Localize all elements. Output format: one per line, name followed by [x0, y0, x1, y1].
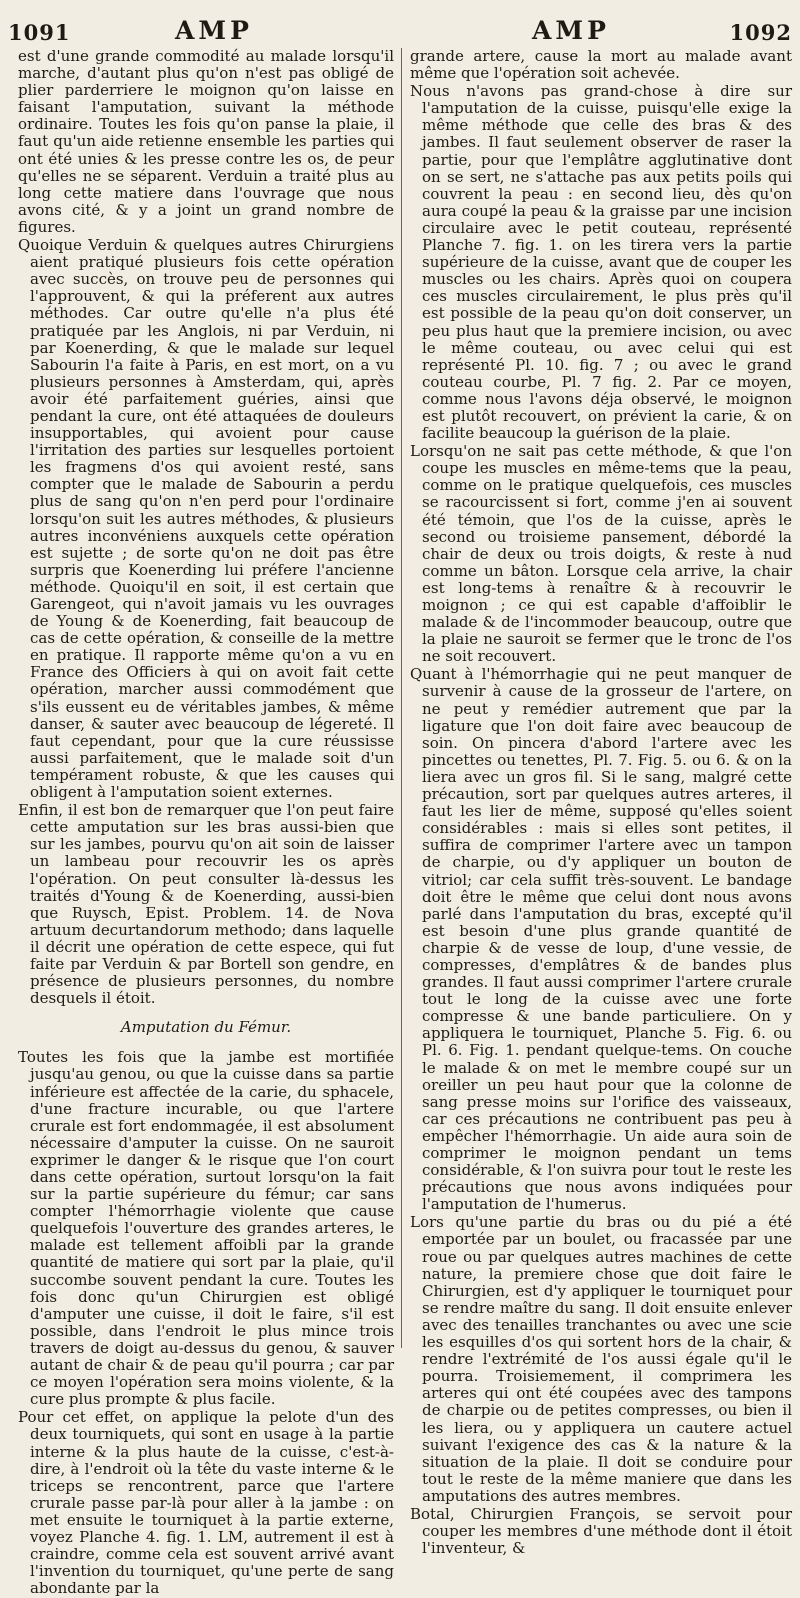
running-head-right: AMP	[532, 16, 610, 45]
page-number-left: 1091	[8, 20, 71, 45]
section-heading: Amputation du Fémur.	[120, 1018, 292, 1037]
paragraph: Toutes les fois que la jambe est mortifiée jusqu'au genou, ou que la cuisse dans sa partie inférieure est affectée de la carie, du sphacele, d'une fracture incurable, ou que l'artere crurale est fort endommagée, il est absolument nécessaire d'amputer la cuisse. On ne sauroit exprimer le danger & le risque que l'on court dans cette opération, surtout lorsqu'on la fait sur la partie supérieure du fémur; car sans compter l'hémorrhagie violente que cause quelquefois l'ouverture des grandes arteres, le malade est tellement affoibli par la grande quantité de matiere qui sort par la plaie, qu'il succombe souvent pendant la cure. Toutes les fois donc qu'un Chirurgien est obligé d'amputer une cuisse, il doit le faire, s'il est possible, dans l'endroit le plus mince trois travers de doigt au-dessus du genou, & sauver autant de chair & de peau qu'il pourra ; car par ce moyen l'opération sera moins violente, & la cure plus prompte & plus facile.	[18, 1048, 394, 1409]
page-number-right: 1092	[729, 20, 792, 45]
paragraph: Lors qu'une partie du bras ou du pié a été emportée par un boulet, ou fracassée par une roue ou par quelques autres machines de cette nature, la premiere chose que doit faire le Chirurgien, est d'y appliquer le tourniquet pour se rendre maître du sang. Il doit ensuite enlever avec des tenailles tranchantes ou avec une scie les esquilles d'os qui sortent hors de la chair, & rendre l'extrémité de l'os aussi égale qu'il le pourra. Troisiemement, il comprimera les arteres qui ont été coupées avec des tampons de charpie ou de petites compresses, ou bien il les liera, ou y appliquera un cautere actuel suivant l'exigence des cas & la nature & la situation de la plaie. Il doit se conduire pour tout le reste de la même maniere que dans les amputations des autres membres.	[410, 1213, 792, 1505]
paragraph: Botal, Chirurgien François, se servoit pour couper les membres d'une méthode dont il étoit l'inventeur, &	[410, 1504, 792, 1558]
paragraph: grande artere, cause la mort au malade avant même que l'opération soit achevée.	[410, 47, 792, 83]
column-divider	[401, 48, 402, 1348]
paragraph: Enfin, il est bon de remarquer que l'on peut faire cette amputation sur les bras aussi-bien que sur les jambes, pourvu qu'on ait soin de laisser un lambeau pour recouvrir les os après l'opération. On peut consulter là-dessus les traités d'Young & de Koenerding, aussi-bien que Ruysch, Epist. Problem. 14. de Nova artuum decurtandorum methodo; dans laquelle il décrit une opération de cette espece, qui fut faite par Verduin & par Bortell son gendre, en présence de plusieurs personnes, du nombre desquels il étoit.	[18, 801, 394, 1008]
paragraph: Lorsqu'on ne sait pas cette méthode, & que l'on coupe les muscles en même-tems que la peau, comme on le pratique quelquefois, ces muscles se racourcissent si fort, comme j'en ai souvent été témoin, que l'os de la cuisse, après le second ou troisieme pansement, débordé la chair de deux ou trois doigts, & reste à nud comme un bâton. Lorsque cela arrive, la chair est long-tems à renaître & à recouvrir le moignon ; ce qui est capable d'affoiblir le malade & de l'incommoder beaucoup, outre que la plaie ne sauroit se fermer que le tronc de l'os ne soit recouvert.	[410, 442, 792, 666]
paragraph: Quant à l'hémorrhagie qui ne peut manquer de survenir à cause de la grosseur de l'artere, on ne peut y remédier autrement que par la ligature que l'on doit faire avec beaucoup de soin. On pincera d'abord l'artere avec les pincettes ou tenettes, Pl. 7. Fig. 5. ou 6. & on la liera avec un gros fil. Si le sang, malgré cette précaution, sort par quelques autres arteres, il faut les lier de même, supposé qu'elles soient considérables : mais si elles sont petites, il suffira de comprimer l'artere avec un tampon de charpie, ou d'y appliquer un bouton de vitriol; car cela suffit très-souvent. Le bandage doit être le même que celui dont nous avons parlé dans l'amputation du bras, excepté qu'il est besoin d'une plus grande quantité de charpie & de vesse de loup, d'une vessie, de compresses, d'emplâtres & de bandes plus grandes. Il faut aussi comprimer l'artere crurale tout le long de la cuisse avec une forte compresse & une bande particuliere. On y appliquera le tourniquet, Planche 5. Fig. 6. ou Pl. 6. Fig. 1. pendant quelque-tems. On couche le malade & on met le membre coupé sur un oreiller un peu haut pour que la colonne de sang presse moins sur l'orifice des vaisseaux, car ces précautions ne contribuent pas peu à empêcher l'hémorrhagie. Un aide aura soin de comprimer le moignon pendant un tems considérable, & l'on suivra pour tout le reste les précautions que nous avons indiquées pour l'amputation de l'humerus.	[410, 665, 792, 1214]
paragraph: Pour cet effet, on applique la pelote d'un des deux tourniquets, qui sont en usage à la partie interne & la plus haute de la cuisse, c'est-à-dire, à l'endroit où la tête du vaste interne & le triceps se rencontrent, parce que l'artere crurale passe par-là pour aller à la jambe : on met ensuite le tourniquet à la partie externe, voyez Planche 4. fig. 1. LM, autrement il est à craindre, comme cela est souvent arrivé avant l'invention du tourniquet, qu'une perte de sang abondante par la	[18, 1408, 394, 1598]
paragraph: Nous n'avons pas grand-chose à dire sur l'amputation de la cuisse, puisqu'elle exige la même méthode que celle des bras & des jambes. Il faut seulement observer de raser la partie, pour que l'emplâtre agglutinative dont on se sert, ne s'attache pas aux petits poils qui couvrent la peau : en second lieu, dès qu'on aura coupé la peau & la graisse par une incision circulaire avec le petit couteau, représenté Planche 7. fig. 1. on les tirera vers la partie supérieure de la cuisse, avant que de couper les muscles ou les chairs. Après quoi on coupera ces muscles circulairement, le plus près qu'il est possible de la peau qu'on doit conserver, un peu plus haut que la premiere incision, ou avec le même couteau, ou avec celui qui est représenté Pl. 10. fig. 7 ; ou avec le grand couteau courbe, Pl. 7 fig. 2. Par ce moyen, comme nous l'avons déja observé, le moignon est plutôt recouvert, on prévient la carie, & on facilite beaucoup la guérison de la plaie.	[410, 82, 792, 443]
left-column	[18, 48, 394, 1598]
running-head-left: AMP	[175, 16, 253, 45]
right-column	[410, 48, 792, 1558]
paragraph: Quoique Verduin & quelques autres Chirurgiens aient pratiqué plusieurs fois cette opération avec succès, on trouve peu de personnes qui l'approuvent, & qui la préferent aux autres méthodes. Car outre qu'elle n'a plus été pratiquée par les Anglois, ni par Verduin, ni par Koenerding, & que le malade sur lequel Sabourin l'a faite à Paris, en est mort, on a vu plusieurs personnes à Amsterdam, qui, après avoir été parfaitement guéries, ainsi que pendant la cure, ont été attaquées de douleurs insupportables, qui avoient pour cause l'irritation des parties sur lesquelles portoient les fragmens d'os qui avoient resté, sans compter que le malade de Sabourin a perdu plus de sang qu'on n'en perd pour l'ordinaire lorsqu'on suit les autres méthodes, & plusieurs autres inconvéniens auxquels cette opération est sujette ; de sorte qu'on ne doit pas être surpris que Koenerding lui préfere l'ancienne méthode. Quoiqu'il en soit, il est certain que Garengeot, qui n'avoit jamais vu les ouvrages de Young & de Koenerding, fait beaucoup de cas de cette opération, & conseille de la mettre en pratique. Il rapporte même qu'on a vu en France des Officiers à qui on avoit fait cette opération, marcher aussi commodément que s'ils eussent eu de véritables jambes, & même danser, & sauter avec beaucoup de légereté. Il faut cependant, pour que la cure réussisse aussi parfaitement, que le malade soit d'un tempérament robuste, & que les causes qui obligent à l'amputation soient externes.	[18, 236, 394, 802]
paragraph: est d'une grande commodité au malade lorsqu'il marche, d'autant plus qu'on n'est pas obligé de plier parderriere le moignon qu'on laisse en faisant l'amputation, suivant la méthode ordinaire. Toutes les fois qu'on panse la plaie, il faut qu'un aide retienne ensemble les parties qui ont été unies & les presse contre les os, de peur qu'elles ne se séparent. Verduin a traité plus au long cette matiere dans l'ouvrage que nous avons cité, & y a joint un grand nombre de figures.	[18, 47, 394, 236]
